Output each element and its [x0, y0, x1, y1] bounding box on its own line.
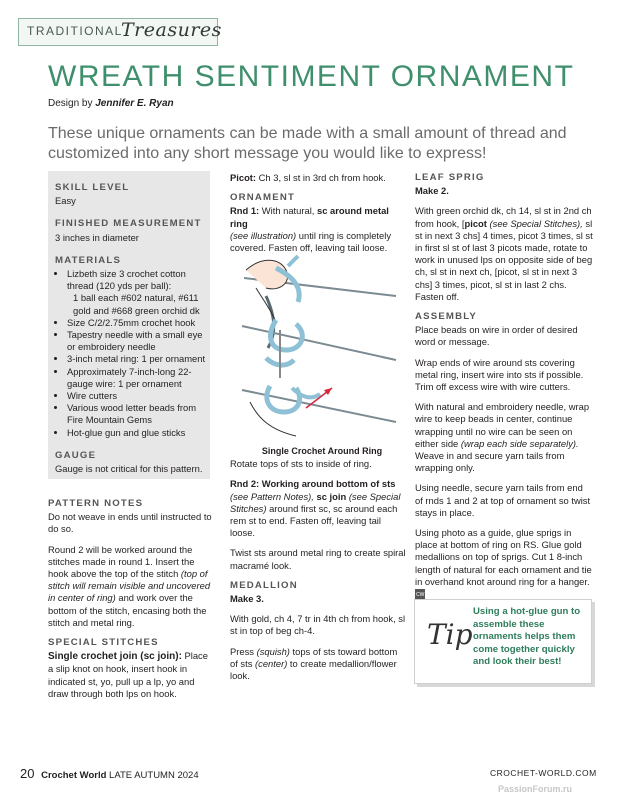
- list-item: • Hot-glue gun and glue sticks: [67, 427, 207, 439]
- round-1: Rnd 1: With natural, sc around metal ring (see illustration) until ring is completely covered. Fasten off, leaving tail loose.: [230, 205, 392, 254]
- section-tab: [18, 18, 222, 46]
- press-text: Press (squish) tops of sts toward bottom of sts (center) to create medallion/flower look.: [230, 645, 398, 682]
- tip-label: Tip: [427, 618, 473, 651]
- assembly-heading: ASSEMBLY: [415, 311, 478, 323]
- notes-paragraph: Do not weave in ends until instructed to do so.: [48, 511, 212, 535]
- page-title: WREATH SENTIMENT ORNAMENT: [48, 60, 575, 93]
- round-2: Rnd 2: Working around bottom of sts (see Pattern Notes), sc join (see Special Stitches) around first sc, sc around each rem st to end. Fasten off, leaving tail loose.: [230, 478, 401, 539]
- notes-paragraph: Round 2 will be worked around the stitches made in round 1. Insert the hook above the top of the stitch (top of stitch will remain visible and uncovered in center of ring) and work over the bottom of the stitch, encasing both the stitch and metal ring.: [48, 543, 211, 628]
- leaf-sprig-heading: LEAF SPRIG: [415, 172, 485, 183]
- gauge-heading: GAUGE: [55, 449, 97, 461]
- assembly-step: Using needle, secure yarn tails from end of rnds 1 and 2 at top of ornament so twist stays in place.: [415, 482, 591, 518]
- tip-text: Using a hot-glue gun to assemble these ornaments helps them come together quickly and look their best!: [473, 606, 581, 667]
- step-1-drawing: [244, 256, 396, 348]
- page-number: 20: [20, 766, 35, 781]
- footer-left: [20, 766, 199, 781]
- assembly-step: Place beads on wire in order of desired word or message.: [415, 324, 578, 348]
- issue-label: LATE AUTUMN 2024: [109, 770, 199, 781]
- list-item: • Lizbeth size 3 crochet cotton thread (120 yds per ball): 1 ball each #602 natural, #611 gold and #668 green orchid dk: [67, 268, 207, 317]
- magazine-name: Crochet World: [41, 770, 107, 781]
- make-2: Make 2.: [415, 185, 449, 197]
- list-item: • 3-inch metal ring: 1 per ornament: [67, 353, 207, 365]
- section-tab-label: TRADITIONAL: [27, 24, 123, 38]
- gauge-text: Gauge is not critical for this pattern.: [55, 463, 203, 475]
- medallion-text: With gold, ch 4, 7 tr in 4th ch from hook, sl st in top of beg ch-4.: [230, 613, 406, 637]
- assembly-column: [415, 172, 593, 609]
- skill-heading: SKILL LEVEL: [55, 182, 130, 193]
- finished-heading: FINISHED MEASUREMENT: [55, 218, 202, 230]
- illustration-caption: Single Crochet Around Ring: [261, 446, 383, 456]
- materials-heading: MATERIALS: [55, 254, 122, 266]
- materials-list: [55, 268, 207, 439]
- pattern-notes: [48, 498, 214, 708]
- ornament-heading: ORNAMENT: [230, 192, 296, 204]
- list-item: • Tapestry needle with a small eye or embroidery needle: [67, 329, 207, 353]
- medallion-heading: MEDALLION: [230, 579, 298, 591]
- list-item: • Wire cutters: [67, 390, 207, 402]
- list-item: • Various wood letter beads from Fire Mountain Gems: [67, 402, 207, 426]
- byline: Design by Jennifer E. Ryan: [48, 98, 174, 109]
- list-item: • Approximately 7-inch-long 22-gauge wire: 1 per ornament: [67, 366, 207, 390]
- intro-text: These unique ornaments can be made with a small amount of thread and customized into any short message you would like to express!: [48, 125, 567, 162]
- website-url: CROCHET-WORLD.COM: [490, 768, 597, 778]
- info-column: [55, 182, 207, 475]
- step-2-drawing: [242, 320, 396, 378]
- rotate-text: Rotate tops of sts to inside of ring.: [230, 458, 372, 470]
- notes-heading: PATTERN NOTES: [48, 498, 144, 509]
- end-mark-badge: CW: [415, 589, 425, 601]
- picot-definition: Picot: Ch 3, sl st in 3rd ch from hook.: [230, 172, 386, 183]
- section-tab-script: Treasures: [121, 19, 222, 41]
- twist-text: Twist sts around metal ring to create spiral macramé look.: [230, 547, 406, 571]
- special-stitches-heading: SPECIAL STITCHES: [48, 637, 159, 649]
- watermark: PassionForum.ru: [498, 784, 573, 794]
- list-item: • Size C/2/2.75mm crochet hook: [67, 317, 207, 329]
- crochet-illustration: [236, 248, 404, 440]
- assembly-step: Wrap ends of wire around sts covering metal ring, insert wire into sts if possible. Trim off excess wire with wire cutters.: [415, 356, 584, 393]
- leaf-sprig-text: With green orchid dk, ch 14, sl st in 2nd ch from hook, [picot (see Special Stitches), sl st in next 3 chs] 4 times, picot 3 times, sl st in first sl st of last 3 picots made, rotate to work in unused lps on opposite side of beg ch, sl st in next ch, [picot, sl st in next 3 chs] 3 times, picot, sl st in last 2 chs. Fasten off.: [415, 205, 593, 302]
- assembly-step: Using photo as a guide, glue sprigs in place at bottom of ring on RS. Glue gold medallions on top of sprigs. Cut 1 8-inch length of natural for each ornament and tie in overhand knot around ring for a hanger. CW: [415, 527, 593, 601]
- designer-name: Jennifer E. Ryan: [95, 98, 174, 109]
- skill-level: Easy: [55, 195, 76, 207]
- tip-box: [414, 599, 592, 684]
- assembly-step: With natural and embroidery needle, wrap wire to keep beads in center, continue wrapping until no wire can be seen on either side (wrap each side separately). Weave in and secure yarn tails from wrapping only.: [415, 401, 590, 474]
- thread-colors: 1 ball each #602 natural, #611 gold and #668 green orchid dk: [73, 292, 200, 316]
- sc-join-definition: Single crochet join (sc join): Place a slip knot on hook, insert hook in indicated st, yo, pull up a lp, yo and draw through both lps on hook.: [48, 650, 208, 699]
- step-3-drawing: [242, 386, 396, 436]
- finished-measurement: 3 inches in diameter: [55, 231, 139, 243]
- make-3: Make 3.: [230, 593, 264, 605]
